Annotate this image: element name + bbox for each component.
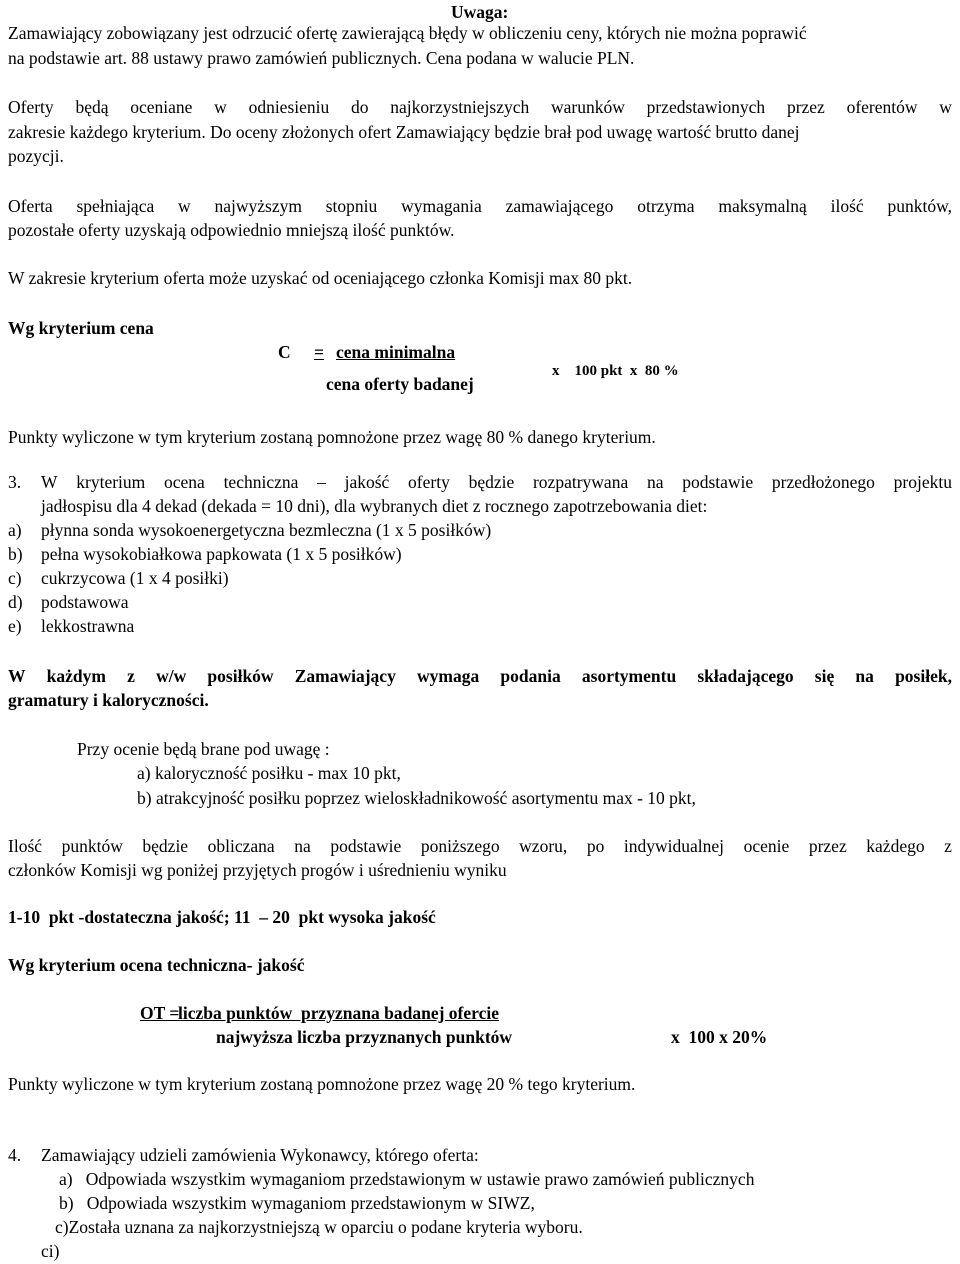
cena-c: C bbox=[278, 342, 291, 362]
tech-denominator: najwyższa liczba przyznanych punktów bbox=[216, 1027, 513, 1047]
ilosc-line-2: członków Komisji wg poniżej przyjętych progów i uśrednieniu wyniku bbox=[8, 860, 507, 880]
p1-line-1: Oferty będą oceniane w odniesieniu do najkorzystniejszych warunków przedstawionych przez oferentów w bbox=[8, 97, 952, 117]
tech-note: Punkty wyliczone w tym kryterium zostaną pomnożone przez wagę 20 % tego kryterium. bbox=[8, 1074, 636, 1094]
tech-heading: Wg kryterium ocena techniczna- jakość bbox=[8, 955, 305, 975]
p2-line-1: Oferta spełniająca w najwyższym stopniu wymagania zamawiającego otrzyma maksymalną ilość punktów, bbox=[8, 196, 952, 216]
bold-line-2: gramatury i kaloryczności. bbox=[8, 690, 209, 710]
diet-c-marker: c) bbox=[8, 568, 22, 588]
ocena-item-a: a) kaloryczność posiłku - max 10 pkt, bbox=[137, 763, 401, 783]
tech-multiplier: x 100 x 20% bbox=[671, 1027, 768, 1047]
diet-c-text: cukrzycowa (1 x 4 posiłki) bbox=[41, 568, 229, 588]
uwaga-line-2: na podstawie art. 88 ustawy prawo zamówień publicznych. Cena podana w walucie PLN. bbox=[8, 48, 635, 68]
s3-line-1: W kryterium ocena techniczna – jakość oferty będzie rozpatrywana na podstawie przedłożonego projektu bbox=[41, 472, 952, 492]
diet-e-text: lekkostrawna bbox=[41, 616, 135, 636]
uwaga-line-1: Zamawiający zobowiązany jest odrzucić ofertę zawierającą błędy w obliczeniu ceny, których nie można poprawić bbox=[8, 23, 807, 43]
ocena-intro: Przy ocenie będą brane pod uwagę : bbox=[77, 739, 330, 759]
diet-d-text: podstawowa bbox=[41, 592, 129, 612]
cena-denominator: cena oferty badanej bbox=[326, 374, 474, 394]
s3-number: 3. bbox=[8, 472, 22, 492]
cena-multiplier: x 100 pkt x 80 % bbox=[552, 363, 679, 379]
tech-numerator: liczba punktów przyznana badanej ofercie bbox=[178, 1003, 499, 1023]
uwaga-title: Uwaga: bbox=[451, 2, 509, 22]
p2-line-2: pozostałe oferty uzyskają odpowiednio mniejszą ilość punktów. bbox=[8, 220, 455, 240]
s4-item-b: b) Odpowiada wszystkim wymaganiom przedstawionym w SIWZ, bbox=[59, 1193, 535, 1213]
diet-d-marker: d) bbox=[8, 592, 23, 612]
p1-line-3: pozycji. bbox=[8, 146, 64, 166]
diet-a-marker: a) bbox=[8, 520, 22, 540]
ocena-item-b: b) atrakcyjność posiłku poprzez wieloskładnikowość asortymentu max - 10 pkt, bbox=[137, 788, 696, 808]
s4-item-ci: ci) bbox=[41, 1241, 60, 1261]
s4-item-a: a) Odpowiada wszystkim wymaganiom przedstawionym w ustawie prawo zamówień publicznych bbox=[59, 1169, 755, 1189]
s4-item-c: c)Została uznana za najkorzystniejszą w oparciu o podane kryteria wyboru. bbox=[55, 1217, 583, 1237]
ilosc-line-1: Ilość punktów będzie obliczana na podstawie poniższego wzoru, po indywidualnej ocenie przez każdego z bbox=[8, 836, 952, 856]
p3-line: W zakresie kryterium oferta może uzyskać od oceniającego członka Komisji max 80 pkt. bbox=[8, 268, 633, 288]
cena-note: Punkty wyliczone w tym kryterium zostaną pomnożone przez wagę 80 % danego kryterium. bbox=[8, 427, 656, 447]
s4-number: 4. bbox=[8, 1145, 22, 1165]
tech-ot: OT = bbox=[140, 1003, 180, 1023]
cena-numerator: cena minimalna bbox=[336, 342, 456, 362]
cena-heading: Wg kryterium cena bbox=[8, 318, 154, 338]
diet-e-marker: e) bbox=[8, 616, 22, 636]
p1-line-2: zakresie każdego kryterium. Do oceny złożonych ofert Zamawiający będzie brał pod uwagę wartość brutto danej bbox=[8, 122, 800, 142]
s4-text: Zamawiający udzieli zamówienia Wykonawcy, którego oferta: bbox=[41, 1145, 479, 1165]
progi-line: 1-10 pkt -dostateczna jakość; 11 – 20 pkt wysoka jakość bbox=[8, 907, 436, 927]
s3-line-2: jadłospisu dla 4 dekad (dekada = 10 dni), dla wybranych diet z rocznego zapotrzebowania diet: bbox=[41, 496, 708, 516]
cena-eq: = bbox=[314, 342, 324, 362]
diet-a-text: płynna sonda wysokoenergetyczna bezmleczna (1 x 5 posiłków) bbox=[41, 520, 492, 540]
diet-b-marker: b) bbox=[8, 544, 23, 564]
diet-b-text: pełna wysokobiałkowa papkowata (1 x 5 posiłków) bbox=[41, 544, 402, 564]
bold-line-1: W każdym z w/w posiłków Zamawiający wymaga podania asortymentu składającego się na posiłek, bbox=[8, 666, 952, 686]
